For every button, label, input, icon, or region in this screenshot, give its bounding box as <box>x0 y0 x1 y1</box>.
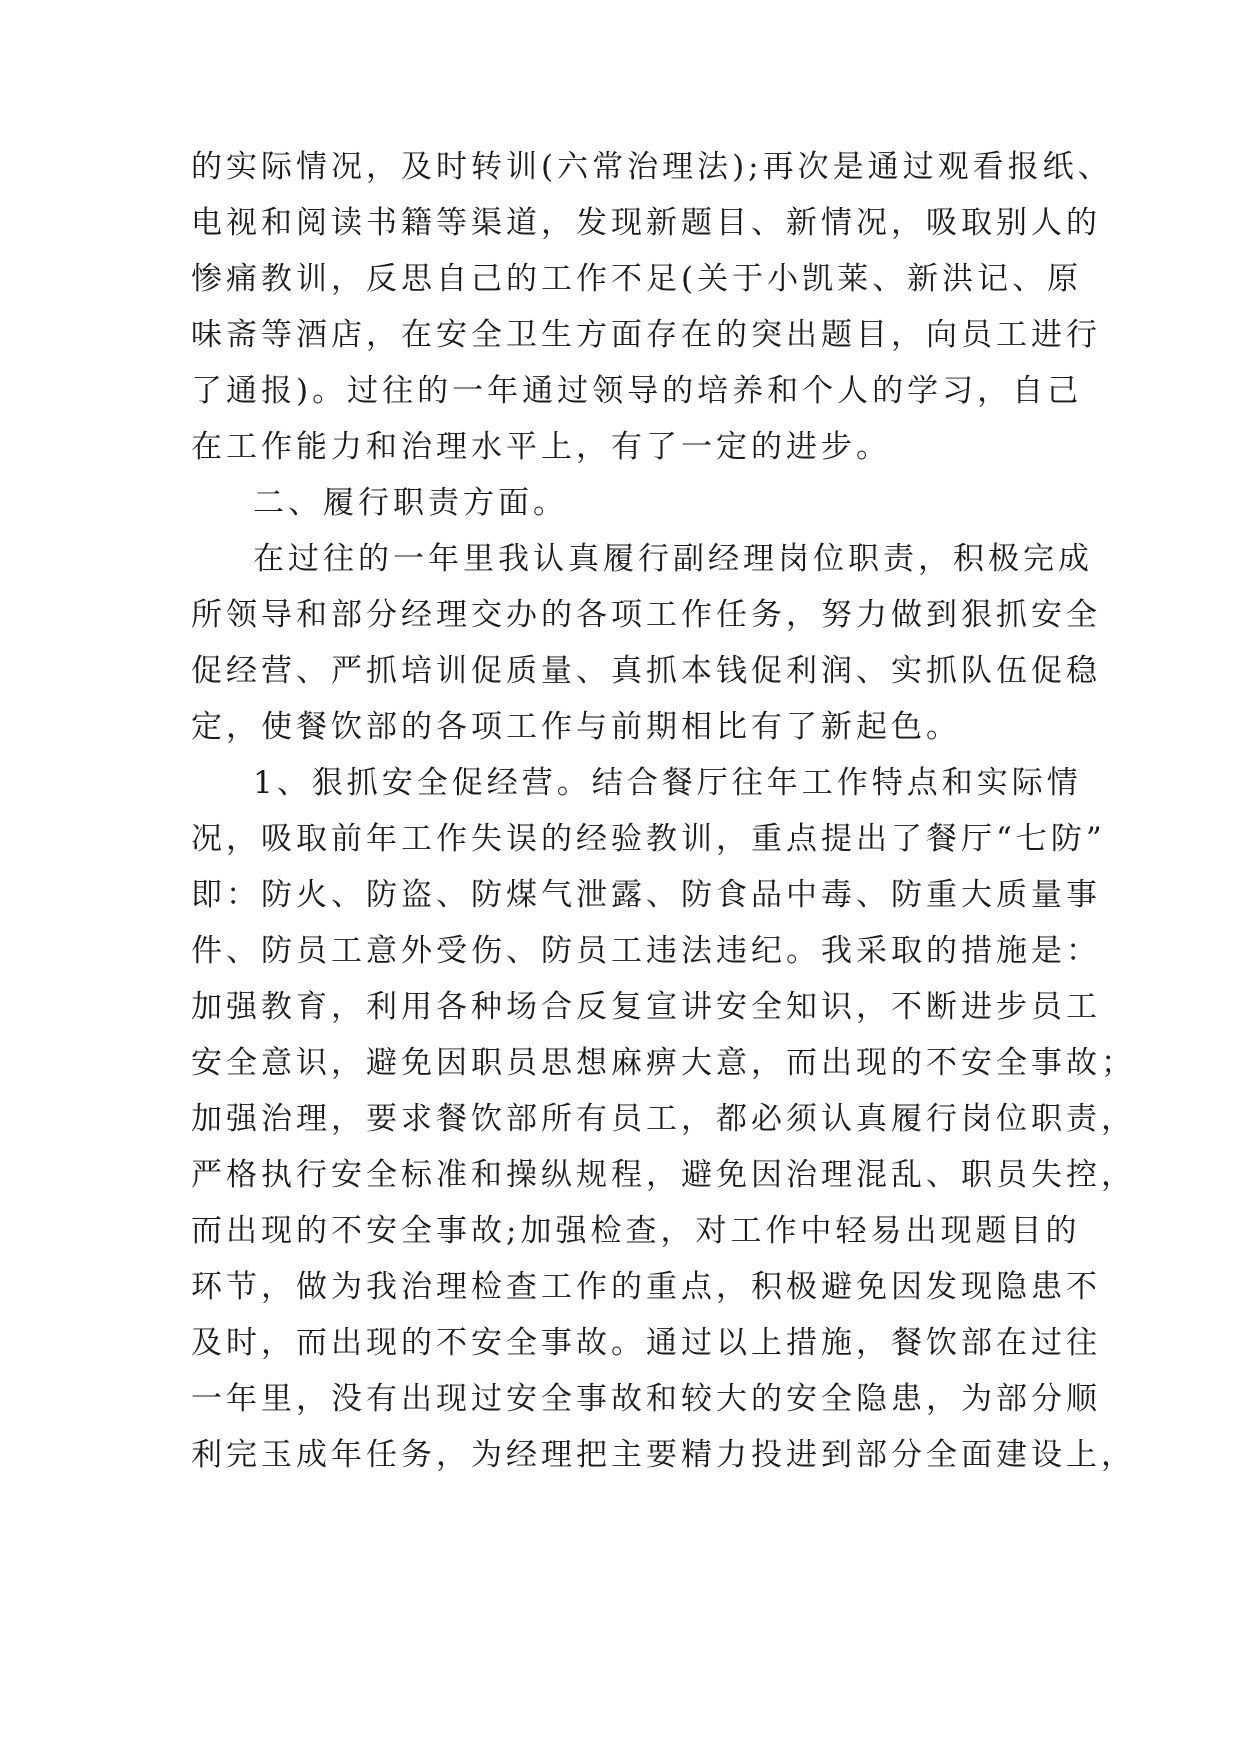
text-line-2: 电视和阅读书籍等渠道，发现新题目、新情况，吸取别人的 <box>191 205 1101 241</box>
text-line-20: 而出现的不安全事故;加强检查，对工作中轻易出现题目的 <box>191 1213 1081 1249</box>
text-line-13: 况，吸取前年工作失误的经验教训，重点提出了餐厅“七防” <box>191 821 1106 857</box>
text-line-12: 1、狠抓安全促经营。结合餐厅往年工作特点和实际情 <box>253 765 1082 801</box>
text-line-18: 加强治理，要求餐饮部所有员工，都必须认真履行岗位职责， <box>191 1101 1136 1137</box>
text-line-6: 在工作能力和治理水平上，有了一定的进步。 <box>191 429 891 465</box>
text-line-9: 所领导和部分经理交办的各项工作任务，努力做到狠抓安全 <box>191 597 1101 633</box>
text-line-23: 一年里，没有出现过安全事故和较大的安全隐患，为部分顺 <box>191 1381 1101 1417</box>
text-line-15: 件、防员工意外受伤、防员工违法违纪。我采取的措施是： <box>191 933 1101 969</box>
text-line-1: 的实际情况，及时转训(六常治理法);再次是通过观看报纸、 <box>191 149 1113 185</box>
text-line-10: 促经营、严抓培训促质量、真抓本钱促利润、实抓队伍促稳 <box>191 653 1101 689</box>
text-line-14: 即：防火、防盗、防煤气泄露、防食品中毒、防重大质量事 <box>191 877 1101 913</box>
section-heading: 二、履行职责方面。 <box>253 485 568 521</box>
text-line-8: 在过往的一年里我认真履行副经理岗位职责，积极完成 <box>253 541 1093 577</box>
text-line-17: 安全意识，避免因职员思想麻痹大意，而出现的不安全事故； <box>191 1045 1136 1081</box>
text-line-19: 严格执行安全标准和操纵规程，避免因治理混乱、职员失控， <box>191 1157 1136 1193</box>
text-line-16: 加强教育，利用各种场合反复宣讲安全知识，不断进步员工 <box>191 989 1101 1025</box>
text-line-3: 惨痛教训，反思自己的工作不足(关于小凯莱、新洪记、原 <box>191 261 1083 297</box>
text-line-24: 利完玉成年任务，为经理把主要精力投进到部分全面建设上， <box>191 1437 1136 1473</box>
text-line-5: 了通报)。过往的一年通过领导的培养和个人的学习，自己 <box>191 373 1083 409</box>
text-line-22: 及时，而出现的不安全事故。通过以上措施，餐饮部在过往 <box>191 1325 1101 1361</box>
text-line-21: 环节，做为我治理检查工作的重点，积极避免因发现隐患不 <box>191 1269 1101 1305</box>
text-line-11: 定，使餐饮部的各项工作与前期相比有了新起色。 <box>191 709 961 745</box>
text-line-4: 味斋等酒店，在安全卫生方面存在的突出题目，向员工进行 <box>191 317 1101 353</box>
